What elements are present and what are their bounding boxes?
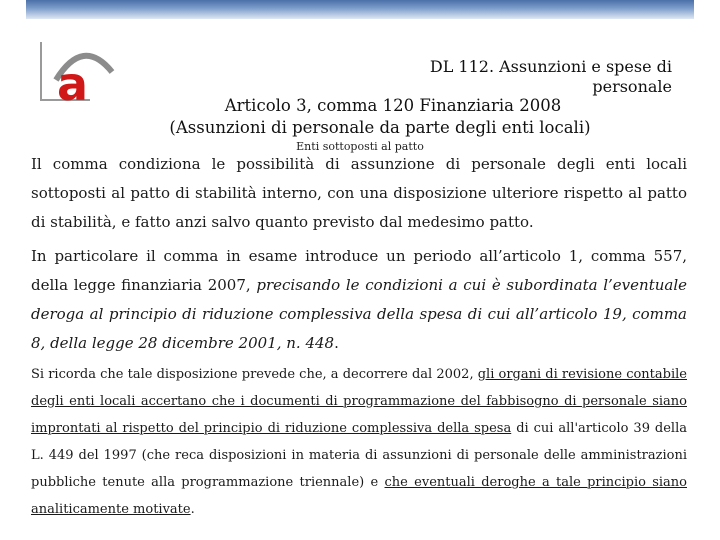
paragraph-1: Il comma condiziona le possibilità di assunzione di personale degli enti locali sottoposti al patto di stabilità interno, con una disposizione ulteriore rispetto al patto di stabilità, e fatto anzi salvo quanto previsto dal medesimo patto. xyxy=(31,155,687,231)
paragraph-3-underlined-2: che eventuali deroghe a tale principio siano analiticamente motivate xyxy=(31,475,687,517)
paragraph-2-intro: In particolare il comma in esame introduce un periodo all’articolo 1, comma 557, della legge finanziaria 2007, xyxy=(31,247,687,294)
paragraph-3-end: . xyxy=(190,502,195,517)
body-content xyxy=(31,150,687,523)
article-title-line-2: (Assunzioni di personale da parte degli enti locali) xyxy=(169,118,591,137)
paragraph-3-intro: Si ricorda che tale disposizione prevede che, a decorrere dal 2002, xyxy=(31,367,478,382)
logo-frame-vertical xyxy=(40,42,42,100)
paragraph-2-end: . xyxy=(334,334,339,352)
paragraph-3 xyxy=(31,361,687,523)
top-header-band xyxy=(26,0,694,19)
paragraph-3-underlined-1: gli organi di revisione contabile degli enti locali accertano che i documenti di programmazione del fabbisogno di personale siano improntati al rispetto del principio di riduzione complessiva della spesa xyxy=(31,367,687,436)
logo-letter: a xyxy=(57,57,89,111)
paragraph-3-middle: di cui all'articolo 39 della L. 449 del 1997 (che reca disposizioni in materia di assunzioni di personale delle amministrazioni pubbliche tenute alla programmazione triennale) e xyxy=(31,421,687,490)
article-title-line-1: Articolo 3, comma 120 Finanziaria 2008 xyxy=(224,96,562,115)
logo xyxy=(40,42,116,111)
paragraph-2-italic: precisando le condizioni a cui è subordinata l’eventuale deroga al principio di riduzione complessiva della spesa di cui all’articolo 19, comma 8, della legge 28 dicembre 2001, n. 448 xyxy=(31,276,687,352)
page-header-title: DL 112. Assunzioni e spese di personale xyxy=(429,57,672,96)
article-title xyxy=(130,95,630,139)
article-subtitle: Enti sottoposti al patto xyxy=(296,140,424,153)
paragraph-2 xyxy=(31,242,687,358)
